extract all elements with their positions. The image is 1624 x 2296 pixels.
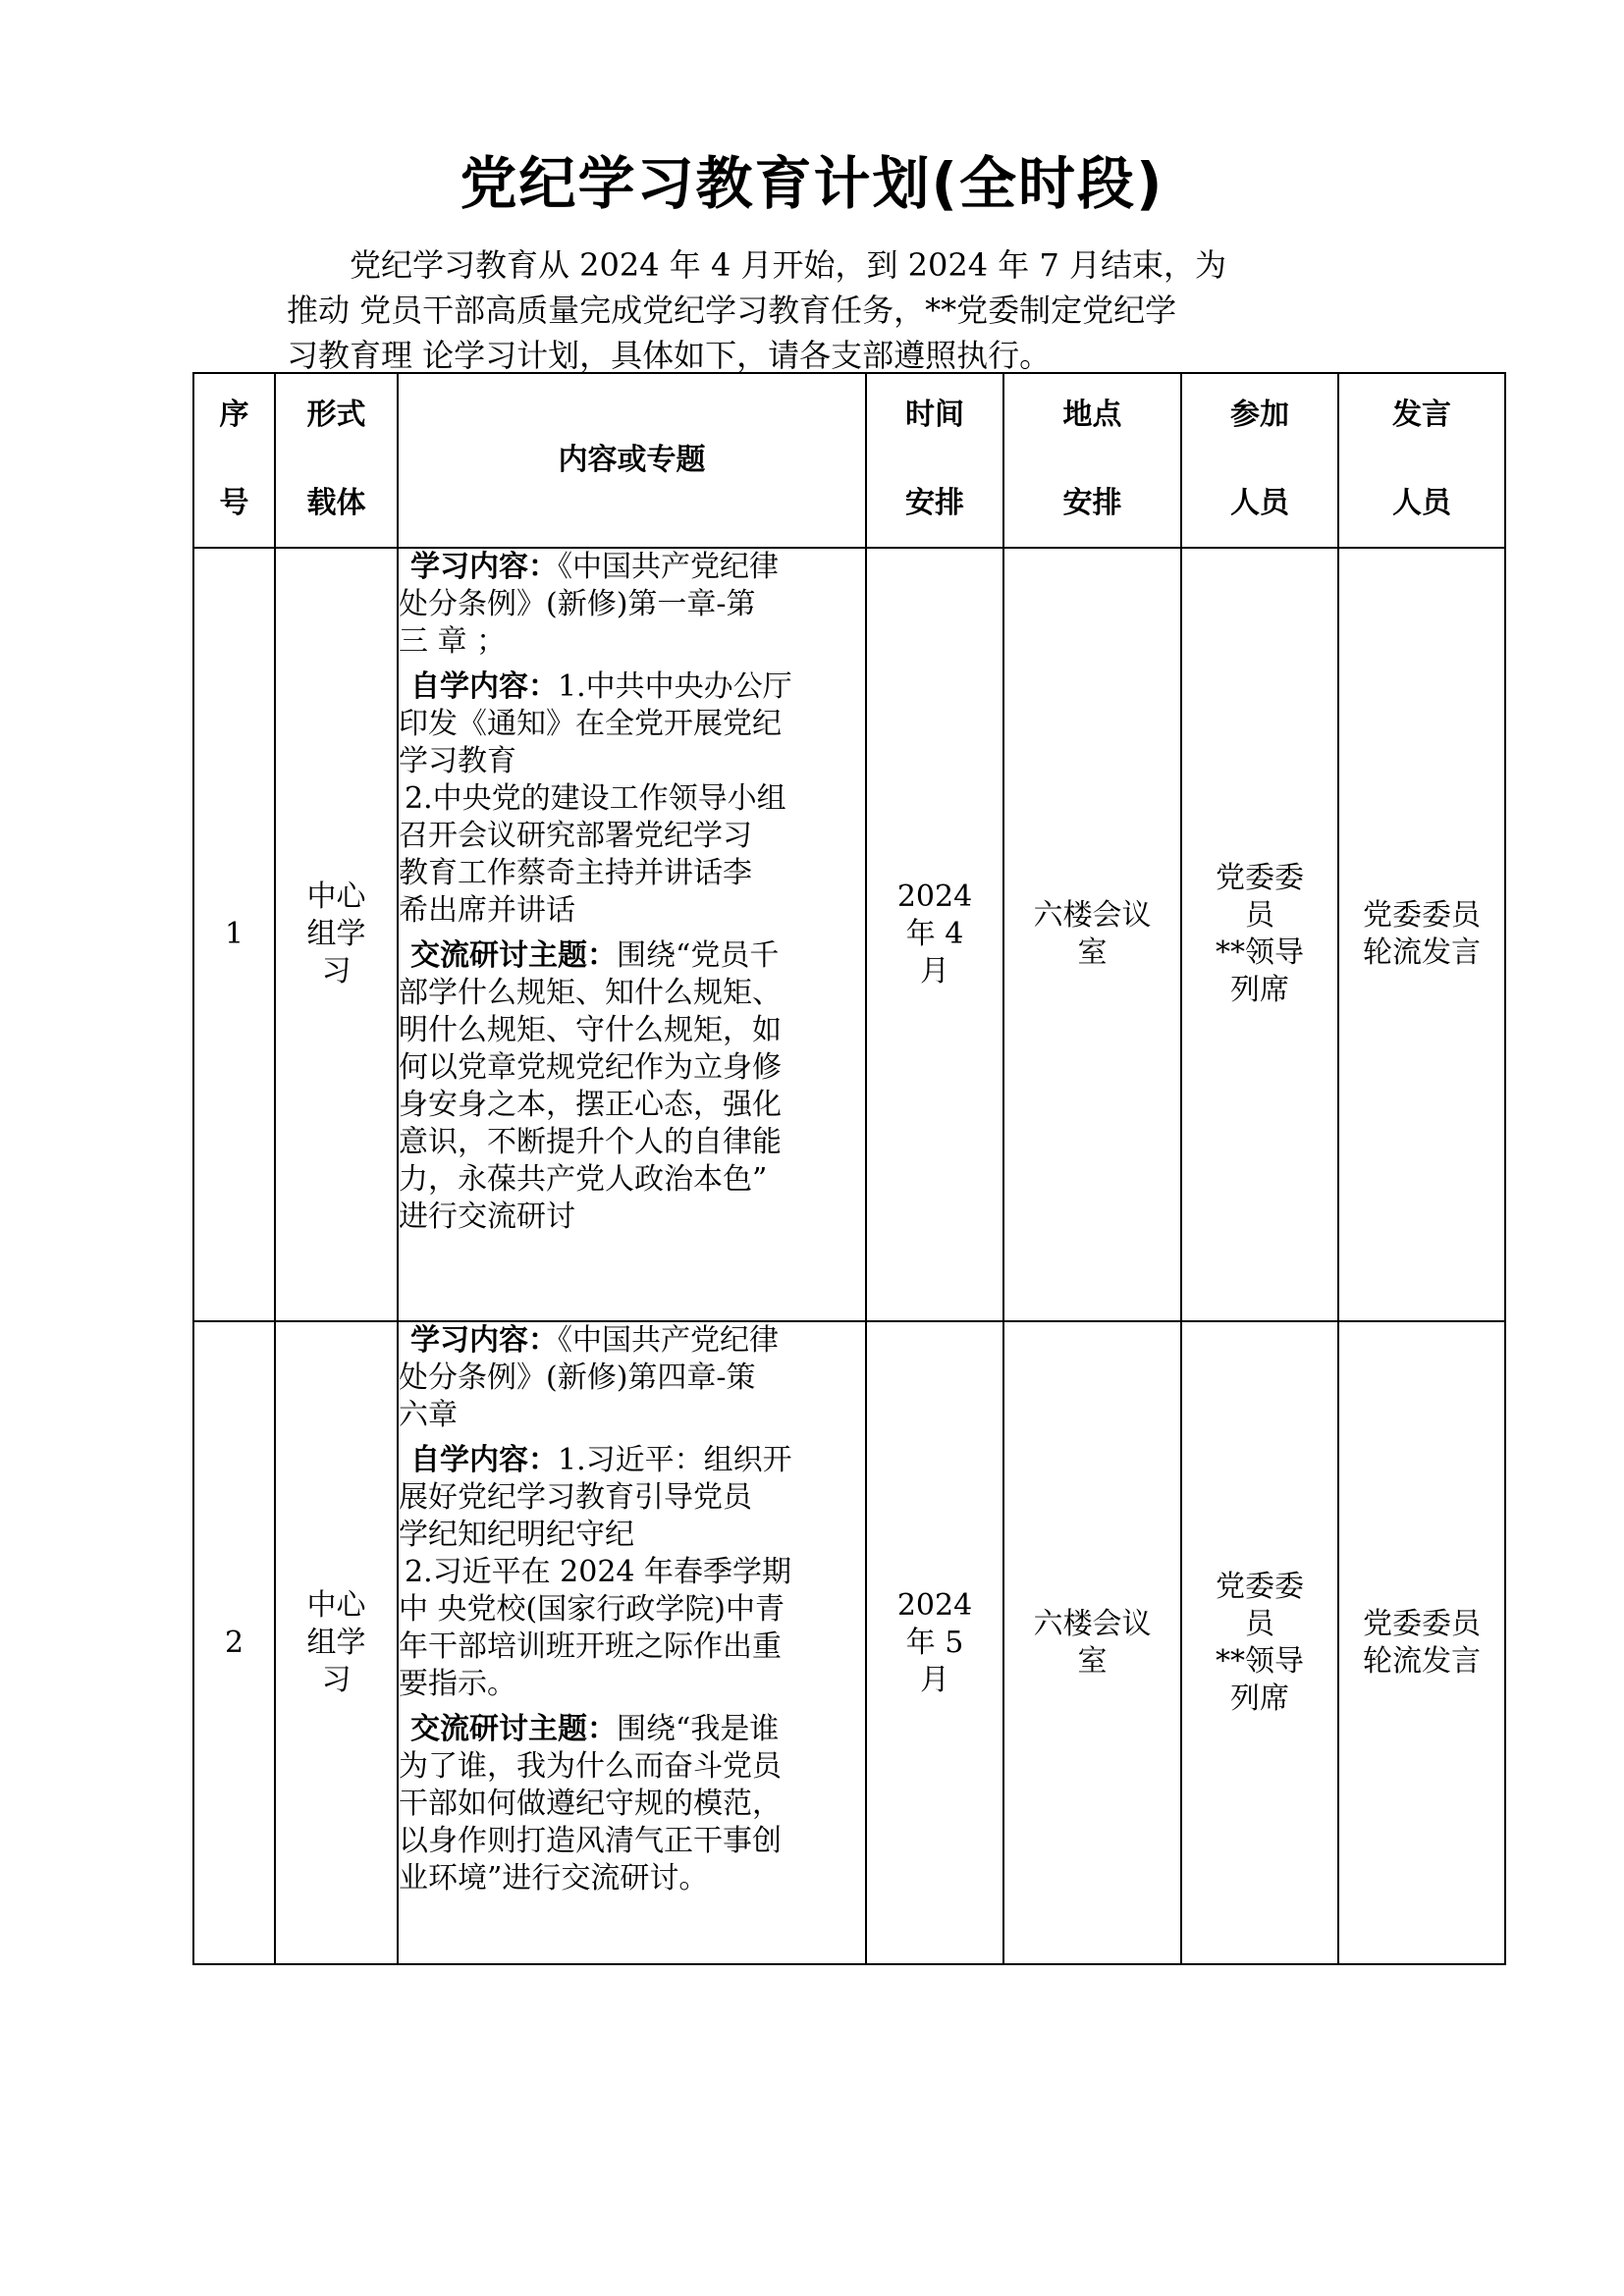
row-form: 中心 组学 习: [275, 548, 398, 1321]
row-attendees: 党委委 员 **领导 列席: [1181, 1321, 1338, 1964]
row-content: [398, 548, 866, 1321]
header-speakers: 发言 人员: [1338, 373, 1505, 548]
row-seq: 1: [193, 548, 275, 1321]
intro-line: 推动 党员干部高质量完成党纪学习教育任务，**党委制定党纪学: [287, 292, 1177, 329]
row-content: [398, 1321, 866, 1964]
header-attendees: 参加 人员: [1181, 373, 1338, 548]
discussion-topic: 交流研讨主题：围绕“党员千 部学什么规矩、知什么规矩、 明什么规矩、守什么规矩，如 何以党章党规党纪作为立身修 身安身之本，摆正心态，强化 意识，不断提升个人的自律能 力，永葆共产党人政治本色” 进行交流研讨: [399, 938, 782, 1234]
study-content: 学习内容：《中国共产党纪律 处分条例》(新修)第一章-第 三 章 ；: [399, 550, 779, 659]
header-seq: 序 号: [193, 373, 275, 548]
row-speakers: 党委委员 轮流发言: [1338, 548, 1505, 1321]
row-form: 中心 组学 习: [275, 1321, 398, 1964]
table-row: [193, 548, 1505, 1321]
header-time: 时间 安排: [866, 373, 1003, 548]
intro-line: 习教育理 论学习计划，具体如下，请各支部遵照执行。: [287, 337, 1052, 374]
discussion-topic: 交流研讨主题：围绕“我是谁 为了谁，我为什么而奋斗党员 干部如何做遵纪守规的模范， 以身作则打造风清气正干事创 业环境”进行交流研讨。: [399, 1712, 782, 1896]
self-study-content: 自学内容：1.习近平：组织开 展好党纪学习教育引导党员 学纪知纪明纪守纪 2.习近平在 2024 年春季学期 中 央党校(国家行政学院)中青 年干部培训班开班之际作出重 要指示。: [399, 1443, 792, 1701]
row-place: 六楼会议 室: [1003, 548, 1181, 1321]
row-time: 2024 年 5 月: [866, 1321, 1003, 1964]
intro-paragraph: [287, 242, 1347, 378]
header-place: 地点 安排: [1003, 373, 1181, 548]
header-form: 形式 载体: [275, 373, 398, 548]
plan-table: [192, 372, 1506, 1965]
intro-line: 党纪学习教育从 2024 年 4 月开始，到 2024 年 7 月结束，为: [350, 246, 1226, 284]
row-speakers: 党委委员 轮流发言: [1338, 1321, 1505, 1964]
table-row: [193, 1321, 1505, 1964]
row-attendees: 党委委 员 **领导 列席: [1181, 548, 1338, 1321]
row-seq: 2: [193, 1321, 275, 1964]
study-content: 学习内容：《中国共产党纪律 处分条例》(新修)第四章-策 六章: [399, 1323, 779, 1432]
row-time: 2024 年 4 月: [866, 548, 1003, 1321]
document-title: 党纪学习教育计划(全时段): [460, 150, 1164, 217]
self-study-content: 自学内容：1.中共中央办公厅 印发《通知》在全党开展党纪 学习教育 2.中央党的建设工作领导小组 召开会议研究部署党纪学习 教育工作蔡奇主持并讲话李 希出席并讲话: [399, 669, 792, 928]
row-place: 六楼会议 室: [1003, 1321, 1181, 1964]
header-content: 内容或专题: [398, 373, 866, 548]
table-header-row: [193, 373, 1505, 548]
